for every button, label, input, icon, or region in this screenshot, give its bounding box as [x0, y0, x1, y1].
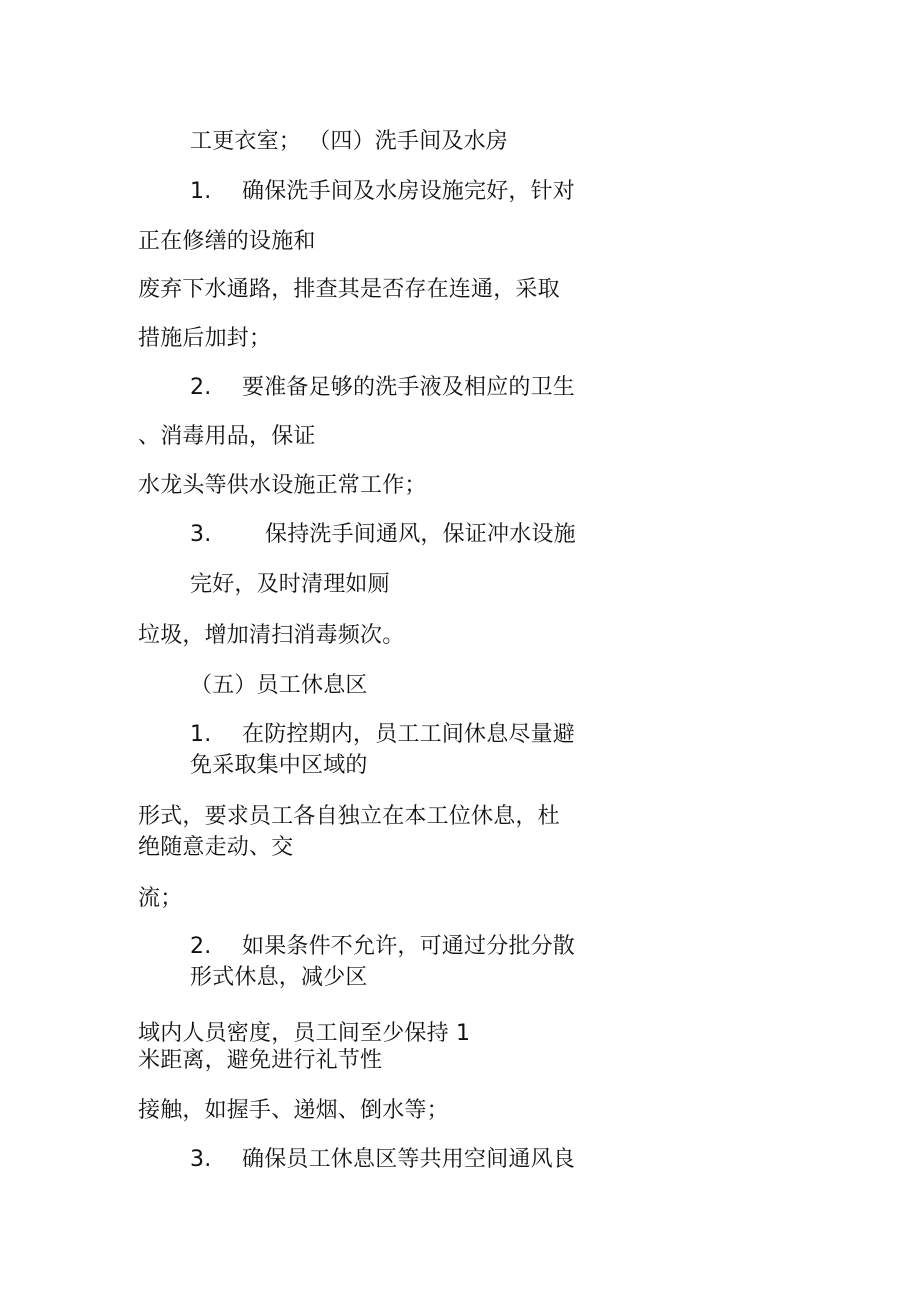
list-item-number: 2.	[190, 934, 212, 959]
text-line: 流；	[138, 886, 183, 911]
list-item-number: 2.	[190, 375, 212, 400]
text-line: 确保洗手间及水房设施完好，针对	[242, 179, 576, 204]
text-line: 、消毒用品，保证	[138, 424, 316, 449]
text-line: 水龙头等供水设施正常工作；	[138, 473, 427, 498]
text-line: 工更衣室； （四）洗手间及水房	[190, 129, 508, 154]
text-line: 保持洗手间通风，保证冲水设施	[265, 522, 576, 547]
list-item-number: 3.	[190, 522, 212, 547]
list-item-number: 1.	[190, 722, 212, 747]
list-item-number: 3.	[190, 1147, 212, 1172]
text-line: 形式休息，减少区	[190, 965, 368, 990]
text-line: 正在修缮的设施和	[138, 229, 316, 254]
text-line: 米距离，避免进行礼节性	[138, 1048, 383, 1073]
list-item-number: 1.	[190, 179, 212, 204]
text-line: 域内人员密度，员工间至少保持 1	[138, 1021, 471, 1046]
section-heading: （五）员工休息区	[190, 673, 368, 698]
text-line: 接触，如握手、递烟、倒水等；	[138, 1098, 449, 1123]
text-line: 形式，要求员工各自独立在本工位休息，杜	[138, 804, 560, 829]
text-line: 垃圾，增加清扫消毒频次。	[138, 623, 405, 648]
text-line: 要准备足够的洗手液及相应的卫生	[242, 375, 576, 400]
text-line: 免采取集中区域的	[190, 753, 368, 778]
text-line: 废弃下水通路，排查其是否存在连通，采取	[138, 277, 560, 302]
text-line: 绝随意走动、交	[138, 835, 294, 860]
text-line: 在防控期内，员工工间休息尽量避	[242, 722, 576, 747]
text-line: 如果条件不允许，可通过分批分散	[242, 934, 576, 959]
text-line: 完好，及时清理如厕	[190, 572, 390, 597]
text-line: 措施后加封；	[138, 326, 272, 351]
text-line: 确保员工休息区等共用空间通风良	[242, 1147, 576, 1172]
